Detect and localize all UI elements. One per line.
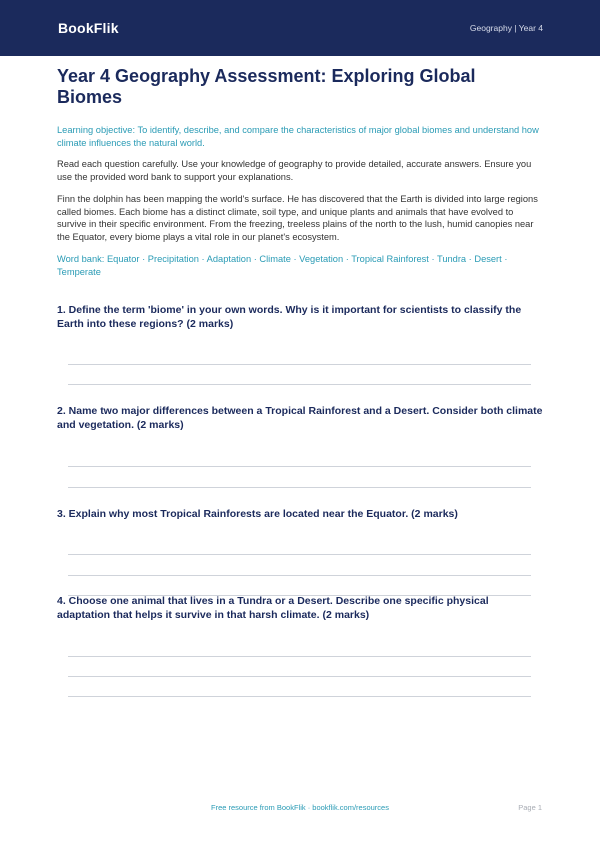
intro-section bbox=[57, 66, 543, 278]
question-3 bbox=[57, 507, 543, 521]
page-number: Page 1 bbox=[518, 803, 542, 812]
answer-line[interactable] bbox=[68, 487, 531, 488]
answer-line[interactable] bbox=[68, 384, 531, 385]
answer-line[interactable] bbox=[68, 575, 531, 576]
question-text: 1. Define the term 'biome' in your own words. Why is it important for scientists to classify the Earth into these regions? (2 marks) bbox=[57, 304, 522, 330]
brand-logo: BookFlik bbox=[58, 20, 119, 36]
question-text: 2. Name two major differences between a Tropical Rainforest and a Desert. Consider both climate and vegetation. (2 marks) bbox=[57, 405, 543, 431]
answer-line[interactable] bbox=[68, 656, 531, 657]
answer-line[interactable] bbox=[68, 696, 531, 697]
word-bank: Word bank: Equator · Precipitation · Adaptation · Climate · Vegetation · Tropical Rainforest · Tundra · Desert · Temperate bbox=[57, 254, 508, 277]
intro-text: Finn the dolphin has been mapping the world's surface. He has discovered that the Earth is divided into large regions called biomes. Each biome has a distinct climate, soil type, and unique plants and animals that have evolved to survive in their specific environment. From the freezing, treeless plains of the north to the lush, humid canopies near the Equator, every biome plays a vital role in our planet's ecosystem. bbox=[57, 194, 538, 242]
page-footer bbox=[0, 803, 600, 815]
answer-line[interactable] bbox=[68, 466, 531, 467]
question-text: 3. Explain why most Tropical Rainforests are located near the Equator. (2 marks) bbox=[57, 508, 458, 520]
learning-objective: Learning objective: To identify, describe, and compare the characteristics of major global biomes and understand how climate influences the natural world. bbox=[57, 125, 539, 148]
answer-line[interactable] bbox=[68, 676, 531, 677]
question-2 bbox=[57, 404, 543, 432]
question-text: 4. Choose one animal that lives in a Tundra or a Desert. Describe one specific physical adaptation that helps it survive in that harsh climate. (2 marks) bbox=[57, 595, 489, 621]
answer-line[interactable] bbox=[68, 364, 531, 365]
question-4 bbox=[57, 594, 543, 622]
footer-credit-link[interactable]: Free resource from BookFlik · bookflik.com/resources bbox=[211, 803, 389, 812]
instructions-text: Read each question carefully. Use your knowledge of geography to provide detailed, accurate answers. Ensure you use the provided word bank to support your explanations. bbox=[57, 159, 532, 182]
page-header bbox=[0, 0, 600, 56]
question-1 bbox=[57, 303, 543, 331]
subject-year-label: Geography | Year 4 bbox=[469, 23, 543, 33]
answer-line[interactable] bbox=[68, 554, 531, 555]
page-title: Year 4 Geography Assessment: Exploring Global Biomes bbox=[57, 66, 476, 107]
